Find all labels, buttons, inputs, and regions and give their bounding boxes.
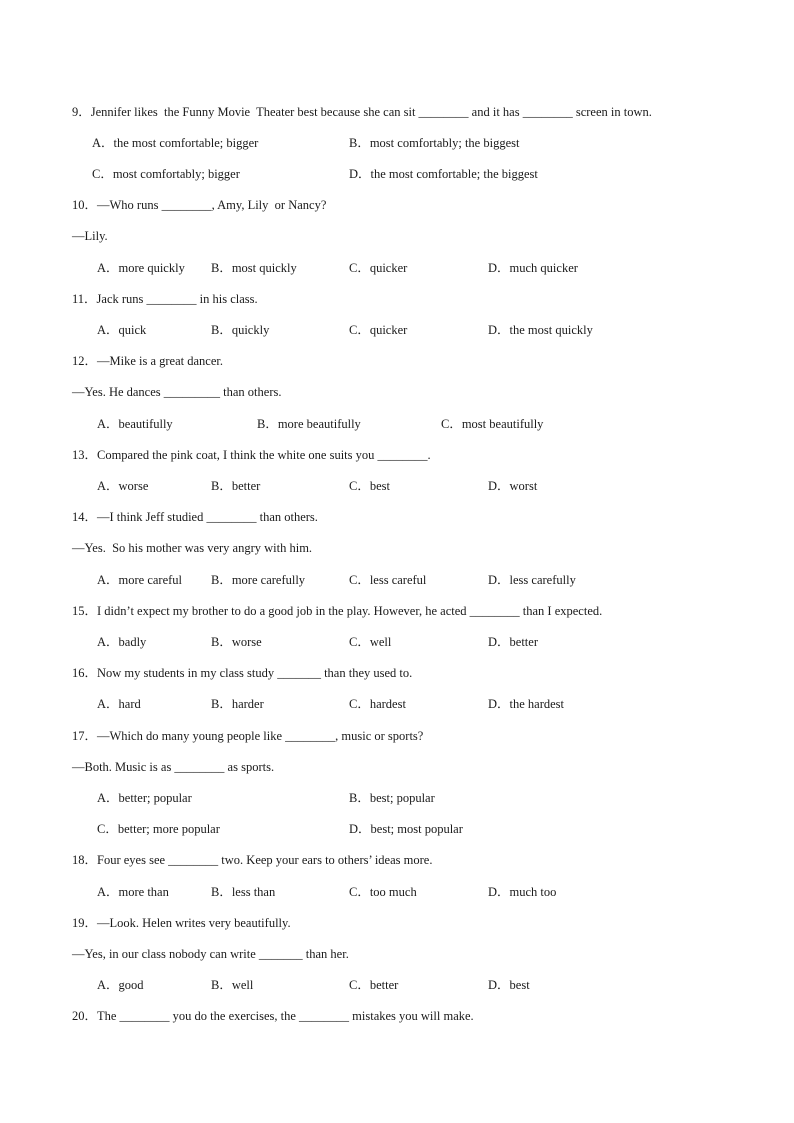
question-15-option-c[interactable]: C．well bbox=[349, 635, 392, 649]
question-18-option-a[interactable]: A．more than bbox=[97, 885, 169, 899]
question-13-option-b[interactable]: B．better bbox=[211, 479, 261, 493]
question-16-stem: 16．Now my students in my class study _______ than they used to. bbox=[72, 666, 413, 680]
question-17-option-b[interactable]: B．best; popular bbox=[349, 791, 435, 805]
question-9-option-c[interactable]: C．most comfortably; bigger bbox=[92, 167, 240, 181]
question-16-option-d[interactable]: D．the hardest bbox=[488, 697, 565, 711]
question-13-option-a[interactable]: A．worse bbox=[97, 479, 149, 493]
question-12-option-a[interactable]: A．beautifully bbox=[97, 417, 173, 431]
question-15-option-b[interactable]: B．worse bbox=[211, 635, 262, 649]
question-9-option-a[interactable]: A．the most comfortable; bigger bbox=[92, 136, 259, 150]
question-17-option-d[interactable]: D．best; most popular bbox=[349, 822, 463, 836]
question-14-option-c[interactable]: C．less careful bbox=[349, 573, 427, 587]
question-11-option-a[interactable]: A．quick bbox=[97, 323, 147, 337]
question-14-option-b[interactable]: B．more carefully bbox=[211, 573, 306, 587]
question-14-answer-line: —Yes. So his mother was very angry with him. bbox=[72, 541, 313, 555]
question-11-option-b[interactable]: B．quickly bbox=[211, 323, 270, 337]
question-19-option-d[interactable]: D．best bbox=[488, 978, 530, 992]
question-19-stem: 19．—Look. Helen writes very beautifully. bbox=[72, 916, 291, 930]
question-16-option-a[interactable]: A．hard bbox=[97, 697, 141, 711]
question-17-option-a[interactable]: A．better; popular bbox=[97, 791, 192, 805]
question-18-option-c[interactable]: C．too much bbox=[349, 885, 417, 899]
question-10-option-b[interactable]: B．most quickly bbox=[211, 261, 297, 275]
question-15-option-a[interactable]: A．badly bbox=[97, 635, 147, 649]
question-13-option-c[interactable]: C．best bbox=[349, 479, 390, 493]
question-15-option-d[interactable]: D．better bbox=[488, 635, 538, 649]
question-11-stem: 11．Jack runs ________ in his class. bbox=[72, 292, 258, 306]
question-19-answer-line: —Yes, in our class nobody can write _______ than her. bbox=[72, 947, 349, 961]
question-14-option-d[interactable]: D．less carefully bbox=[488, 573, 576, 587]
question-17-stem: 17．—Which do many young people like ________, music or sports? bbox=[72, 729, 424, 743]
question-10-option-c[interactable]: C．quicker bbox=[349, 261, 408, 275]
question-13-stem: 13．Compared the pink coat, I think the white one suits you ________. bbox=[72, 448, 431, 462]
question-19-option-c[interactable]: C．better bbox=[349, 978, 399, 992]
question-10-answer-line: —Lily. bbox=[72, 229, 108, 243]
question-18-option-b[interactable]: B．less than bbox=[211, 885, 276, 899]
question-10-stem: 10．—Who runs ________, Amy, Lily or Nancy? bbox=[72, 198, 327, 212]
question-9-option-d[interactable]: D．the most comfortable; the biggest bbox=[349, 167, 538, 181]
question-16-option-c[interactable]: C．hardest bbox=[349, 697, 406, 711]
question-16-option-b[interactable]: B．harder bbox=[211, 697, 264, 711]
question-11-option-c[interactable]: C．quicker bbox=[349, 323, 408, 337]
question-9-stem: 9．Jennifer likes the Funny Movie Theater best because she can sit ________ and it has ________ screen in town. bbox=[72, 105, 652, 119]
question-18-option-d[interactable]: D．much too bbox=[488, 885, 557, 899]
question-10-option-d[interactable]: D．much quicker bbox=[488, 261, 578, 275]
question-11-option-d[interactable]: D．the most quickly bbox=[488, 323, 593, 337]
question-17-option-c[interactable]: C．better; more popular bbox=[97, 822, 220, 836]
question-14-option-a[interactable]: A．more careful bbox=[97, 573, 183, 587]
question-12-answer-line: —Yes. He dances _________ than others. bbox=[72, 385, 282, 399]
question-17-answer-line: —Both. Music is as ________ as sports. bbox=[72, 760, 275, 774]
question-10-option-a[interactable]: A．more quickly bbox=[97, 261, 185, 275]
question-12-option-c[interactable]: C．most beautifully bbox=[441, 417, 544, 431]
question-20-stem: 20．The ________ you do the exercises, the ________ mistakes you will make. bbox=[72, 1009, 474, 1023]
question-19-option-b[interactable]: B．well bbox=[211, 978, 254, 992]
question-9-option-b[interactable]: B．most comfortably; the biggest bbox=[349, 136, 520, 150]
question-19-option-a[interactable]: A．good bbox=[97, 978, 144, 992]
question-12-option-b[interactable]: B．more beautifully bbox=[257, 417, 361, 431]
question-12-stem: 12．—Mike is a great dancer. bbox=[72, 354, 223, 368]
question-18-stem: 18．Four eyes see ________ two. Keep your ears to others’ ideas more. bbox=[72, 853, 433, 867]
question-14-stem: 14．—I think Jeff studied ________ than others. bbox=[72, 510, 318, 524]
question-15-stem: 15．I didn’t expect my brother to do a good job in the play. However, he acted ________ than I expected. bbox=[72, 604, 603, 618]
question-13-option-d[interactable]: D．worst bbox=[488, 479, 538, 493]
